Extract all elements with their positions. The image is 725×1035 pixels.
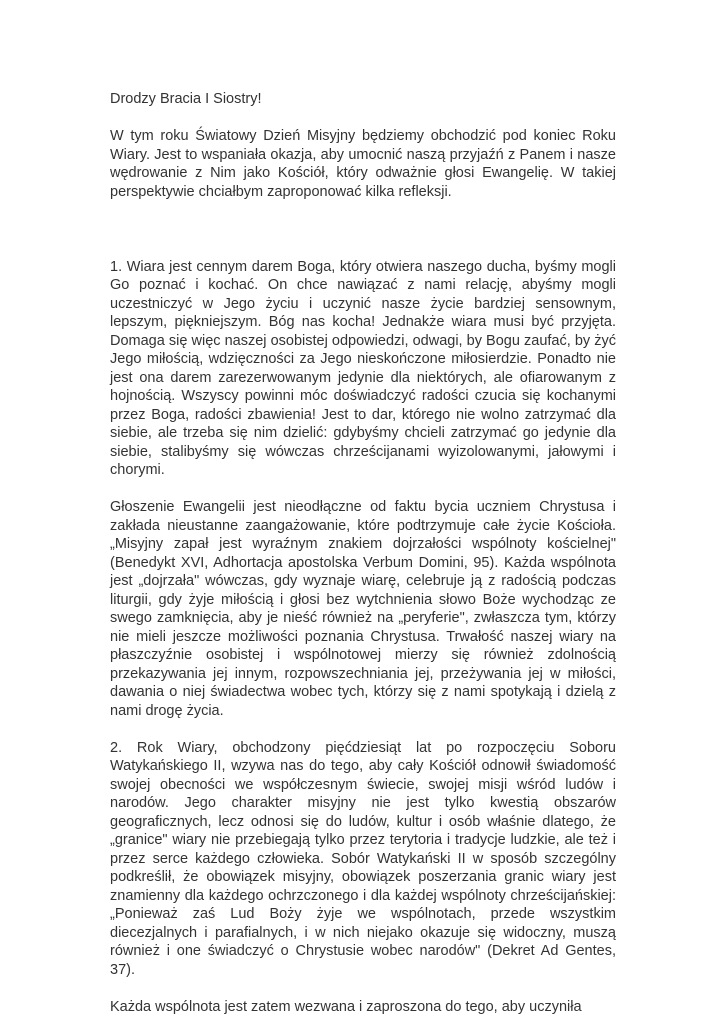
paragraph-point-2: 2. Rok Wiary, obchodzony pięćdziesiąt lat po rozpoczęciu Soboru Watykańskiego II, wzywa nas do tego, aby cały Kościół odnowił świadomość swojej obecności we współczesnym świecie, swojej misji wśród ludów i narodów. Jego charakter misyjny nie jest tylko kwestią obszarów geograficznych, lecz odnosi się do ludów, kultur i osób właśnie dlatego, że „granice" wiary nie przebiegają tylko przez terytoria i tradycje ludzkie, ale też i przez serce każdego człowieka. Sobór Watykański II w sposób szczególny podkreślił, że obowiązek misyjny, obowiązek poszerzania granic wiary jest znamienny dla każdego ochrzczonego i dla każdej wspólnoty chrześcijańskiej: „Ponieważ zaś Lud Boży żyje we wspólnotach, przede wszystkim diecezjalnych i parafialnych, i w nich niejako okazuje się widoczny, muszą również i one świadczyć o Chrystusie wobec narodów" (Dekret Ad Gentes, 37). [110, 739, 616, 978]
paragraph-community: Każda wspólnota jest zatem wezwana i zaproszona do tego, aby uczyniła [110, 998, 582, 1015]
document-page [110, 90, 616, 1035]
section-spacer [110, 220, 616, 258]
intro-paragraph: W tym roku Światowy Dzień Misyjny będziemy obchodzić pod koniec Roku Wiary. Jest to wspaniała okazja, aby umocnić naszą przyjaźń z Panem i nasze wędrowanie z Nim jako Kościół, który odważnie głosi Ewangelię. W takiej perspektywie chciałbym zaproponować kilka refleksji. [110, 128, 616, 200]
greeting: Drodzy Bracia I Siostry! [110, 91, 262, 107]
paragraph-evangelization: Głoszenie Ewangelii jest nieodłączne od faktu bycia uczniem Chrystusa i zakłada nieustanne zaangażowanie, które podtrzymuje całe życie Kościoła. „Misyjny zapał jest wyraźnym znakiem dojrzałości wspólnoty kościelnej" (Benedykt XVI, Adhortacja apostolska Verbum Domini, 95). Każda wspólnota jest „dojrzała" wówczas, gdy wyznaje wiarę, celebruje ją z radością podczas liturgii, gdy żyje miłością i głosi bez wytchnienia słowo Boże wychodząc ze swego zamknięcia, aby je nieść również na „peryferie", zwłaszcza tym, którzy nie mieli jeszcze możliwości poznania Chrystusa. Trwałość naszej wiary na płaszczyźnie osobistej i wspólnotowej mierzy się również zdolnością przekazywania jej innym, rozpowszechniania jej, przeżywania jej w miłości, dawania o niej świadectwa wobec tych, którzy się z nami spotykają i dzielą z nami drogę życia. [110, 499, 616, 719]
paragraph-point-1: 1. Wiara jest cennym darem Boga, który otwiera naszego ducha, byśmy mogli Go poznać i kochać. On chce nawiązać z nami relację, abyśmy mogli uczestniczyć w Jego życiu i uczynić nasze życie bardziej sensownym, lepszym, piękniejszym. Bóg nas kocha! Jednakże wiara musi być przyjęta. Domaga się więc naszej osobistej odpowiedzi, odwagi, by Bogu zaufać, by żyć Jego miłością, wdzięczności za Jego nieskończone miłosierdzie. Ponadto nie jest ona darem zarezerwowanym jedynie dla niektórych, ale ofiarowanym z hojnością. Wszyscy powinni móc doświadczyć radości czucia się kochanymi przez Boga, radości zbawienia! Jest to dar, którego nie wolno zatrzymać dla siebie, ale trzeba się nim dzielić: gdybyśmy chcieli zatrzymać go jedynie dla siebie, stalibyśmy się wówczas chrześcijanami wyizolowanymi, jałowymi i chorymi. [110, 258, 616, 478]
